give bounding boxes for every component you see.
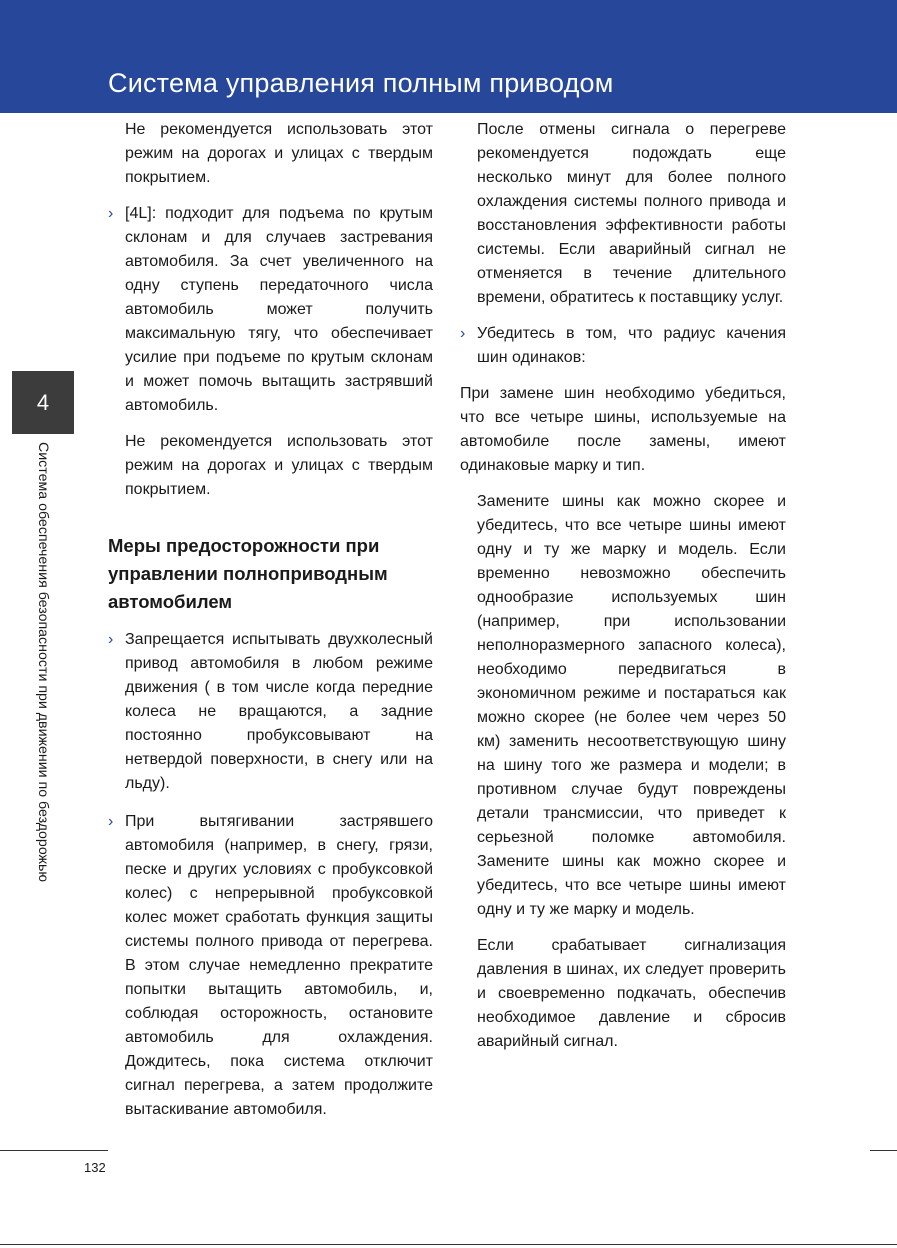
paragraph: Замените шины как можно скорее и убедитесь, что все четыре шины имеют одну и ту же марку и модель. Если временно невозможно обеспечить однообразие используемых шин (например, при использовании неполноразмерного запасного колеса), необходимо передвигаться в экономичном режиме и постараться как можно скорее (не более чем через 50 км) заменить несоответствующую шину на шину того же размера и модели; в противном случае будут повреждены детали трансмиссии, что приведет к серьезной поломке автомобиля. Замените шины как можно скорее и убедитесь, что все четыре шины имеют одну и ту же марку и модель. xyxy=(477,493,786,918)
bullet-item xyxy=(108,810,433,1122)
bullet-chevron-icon: › xyxy=(108,631,114,648)
paragraph: При замене шин необходимо убедиться, что все четыре шины, используемые на автомобиле после замены, имеют одинаковые марку и тип. xyxy=(460,385,786,474)
left-column xyxy=(108,118,433,1122)
chapter-title-vertical: Система обеспечения безопасности при движении по бездорожью xyxy=(35,442,51,883)
page-number: 132 xyxy=(84,1160,106,1175)
footer-divider xyxy=(0,1150,108,1151)
footer-divider-right xyxy=(870,1150,897,1151)
paragraph: Если срабатывает сигнализация давления в шинах, их следует проверить и своевременно подкачать, обеспечив необходимое давление и сбросив аварийный сигнал. xyxy=(477,937,786,1050)
chapter-tab xyxy=(12,371,74,434)
page-bottom-border xyxy=(0,1244,897,1245)
right-column xyxy=(460,118,786,1054)
bullet-chevron-icon: › xyxy=(460,325,466,342)
bullet-item xyxy=(108,628,433,796)
page-header xyxy=(0,0,897,113)
paragraph: Не рекомендуется использовать этот режим на дорогах и улицах с твердым покрытием. xyxy=(125,433,433,498)
paragraph: После отмены сигнала о перегреве рекомендуется подождать еще несколько минут для более полного охлаждения системы полного привода и восстановления эффективности работы системы. Если аварийный сигнал не отменяется в течение длительного времени, обратитесь к поставщику услуг. xyxy=(477,121,786,306)
bullet-text: [4L]: подходит для подъема по крутым склонам и для случаев застревания автомобиля. За счет увеличенного на одну ступень передаточного числа автомобиль может получить максимальную тягу, что обеспечивает усилие при подъеме по крутым склонам и может помочь вытащить застрявший автомобиль. xyxy=(125,205,433,414)
section-heading: Меры предосторожности при управлении полноприводным автомобилем xyxy=(108,535,388,612)
bullet-chevron-icon: › xyxy=(108,813,114,830)
page-title: Система управления полным приводом xyxy=(108,68,614,98)
chapter-number: 4 xyxy=(36,389,50,415)
bullet-text: Запрещается испытывать двухколесный привод автомобиля в любом режиме движения ( в том числе когда передние колеса не вращаются, а задние постоянно пробуксовывают на нетвердой поверхности, в снегу или на льду). xyxy=(125,631,433,792)
bullet-chevron-icon: › xyxy=(108,205,114,222)
bullet-text: Убедитесь в том, что радиус качения шин одинаков: xyxy=(477,325,786,366)
bullet-item-4l xyxy=(108,202,433,418)
bullet-text: При вытягивании застрявшего автомобиля (например, в снегу, грязи, песке и других условиях с пробуксовкой колес) с непрерывной пробуксовкой колес может сработать функция защиты системы полного привода от перегрева. В этом случае немедленно прекратите попытки вытащить автомобиль, и, соблюдая осторожность, остановите автомобиль для охлаждения. Дождитесь, пока система отключит сигнал перегрева, а затем продолжите вытаскивание автомобиля. xyxy=(125,813,433,1118)
paragraph: Не рекомендуется использовать этот режим на дорогах и улицах с твердым покрытием. xyxy=(125,121,433,186)
bullet-item-tires xyxy=(460,322,786,370)
chapter-side-label xyxy=(33,442,53,942)
